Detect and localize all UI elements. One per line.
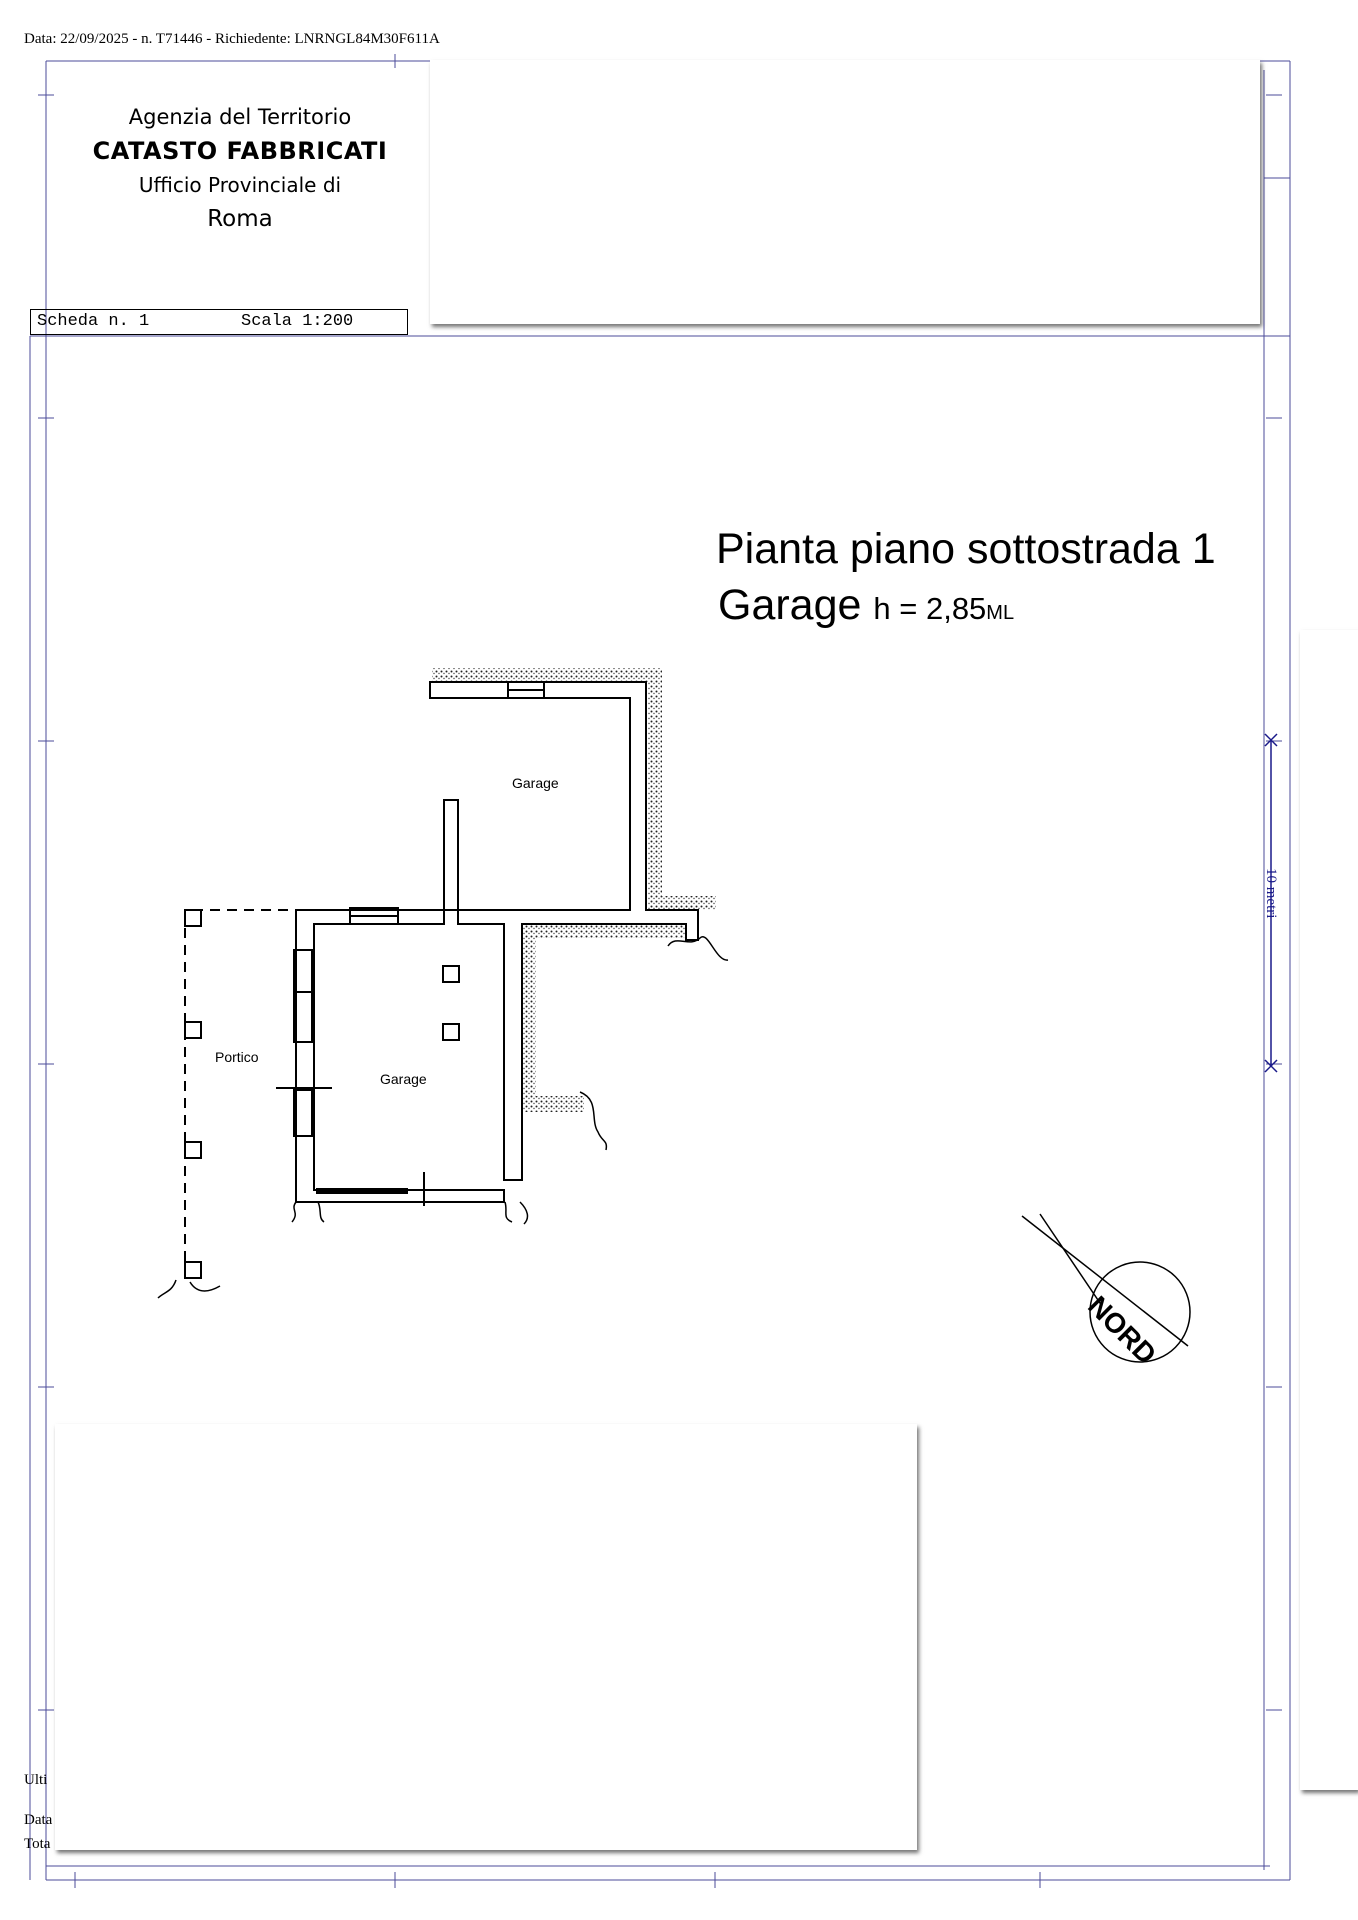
room-label-portico: Portico: [215, 1049, 259, 1065]
room-label-garage-lower: Garage: [380, 1071, 427, 1087]
office-city: Roma: [207, 206, 273, 232]
plan-subtitle-main: Garage: [718, 581, 862, 629]
catasto-title: CATASTO FABBRICATI: [92, 137, 388, 165]
sheet-number: Scheda n. 1: [37, 312, 150, 331]
redacted-panel-bottom: [55, 1424, 917, 1850]
footer-fragment-3: Tota: [24, 1836, 51, 1852]
footer-fragment-1: Ulti: [24, 1772, 48, 1788]
plan-subtitle-height: h = 2,85: [873, 591, 987, 626]
sheet-scale: Scala 1:200: [241, 312, 354, 331]
footer-fragment-2: Data: [24, 1812, 53, 1828]
plan-subtitle-unit: ML: [986, 602, 1015, 624]
plan-title: Pianta piano sottostrada 1: [716, 525, 1216, 573]
scale-bar-label: 10 metri: [1263, 868, 1279, 919]
north-label: NORD: [1082, 1290, 1163, 1371]
agency-name: Agenzia del Territorio: [128, 105, 352, 129]
room-label-garage-upper: Garage: [512, 775, 559, 791]
request-header: Data: 22/09/2025 - n. T71446 - Richiedente: LNRNGL84M30F611A: [24, 31, 440, 47]
office-label: Ufficio Provinciale di: [138, 173, 342, 197]
